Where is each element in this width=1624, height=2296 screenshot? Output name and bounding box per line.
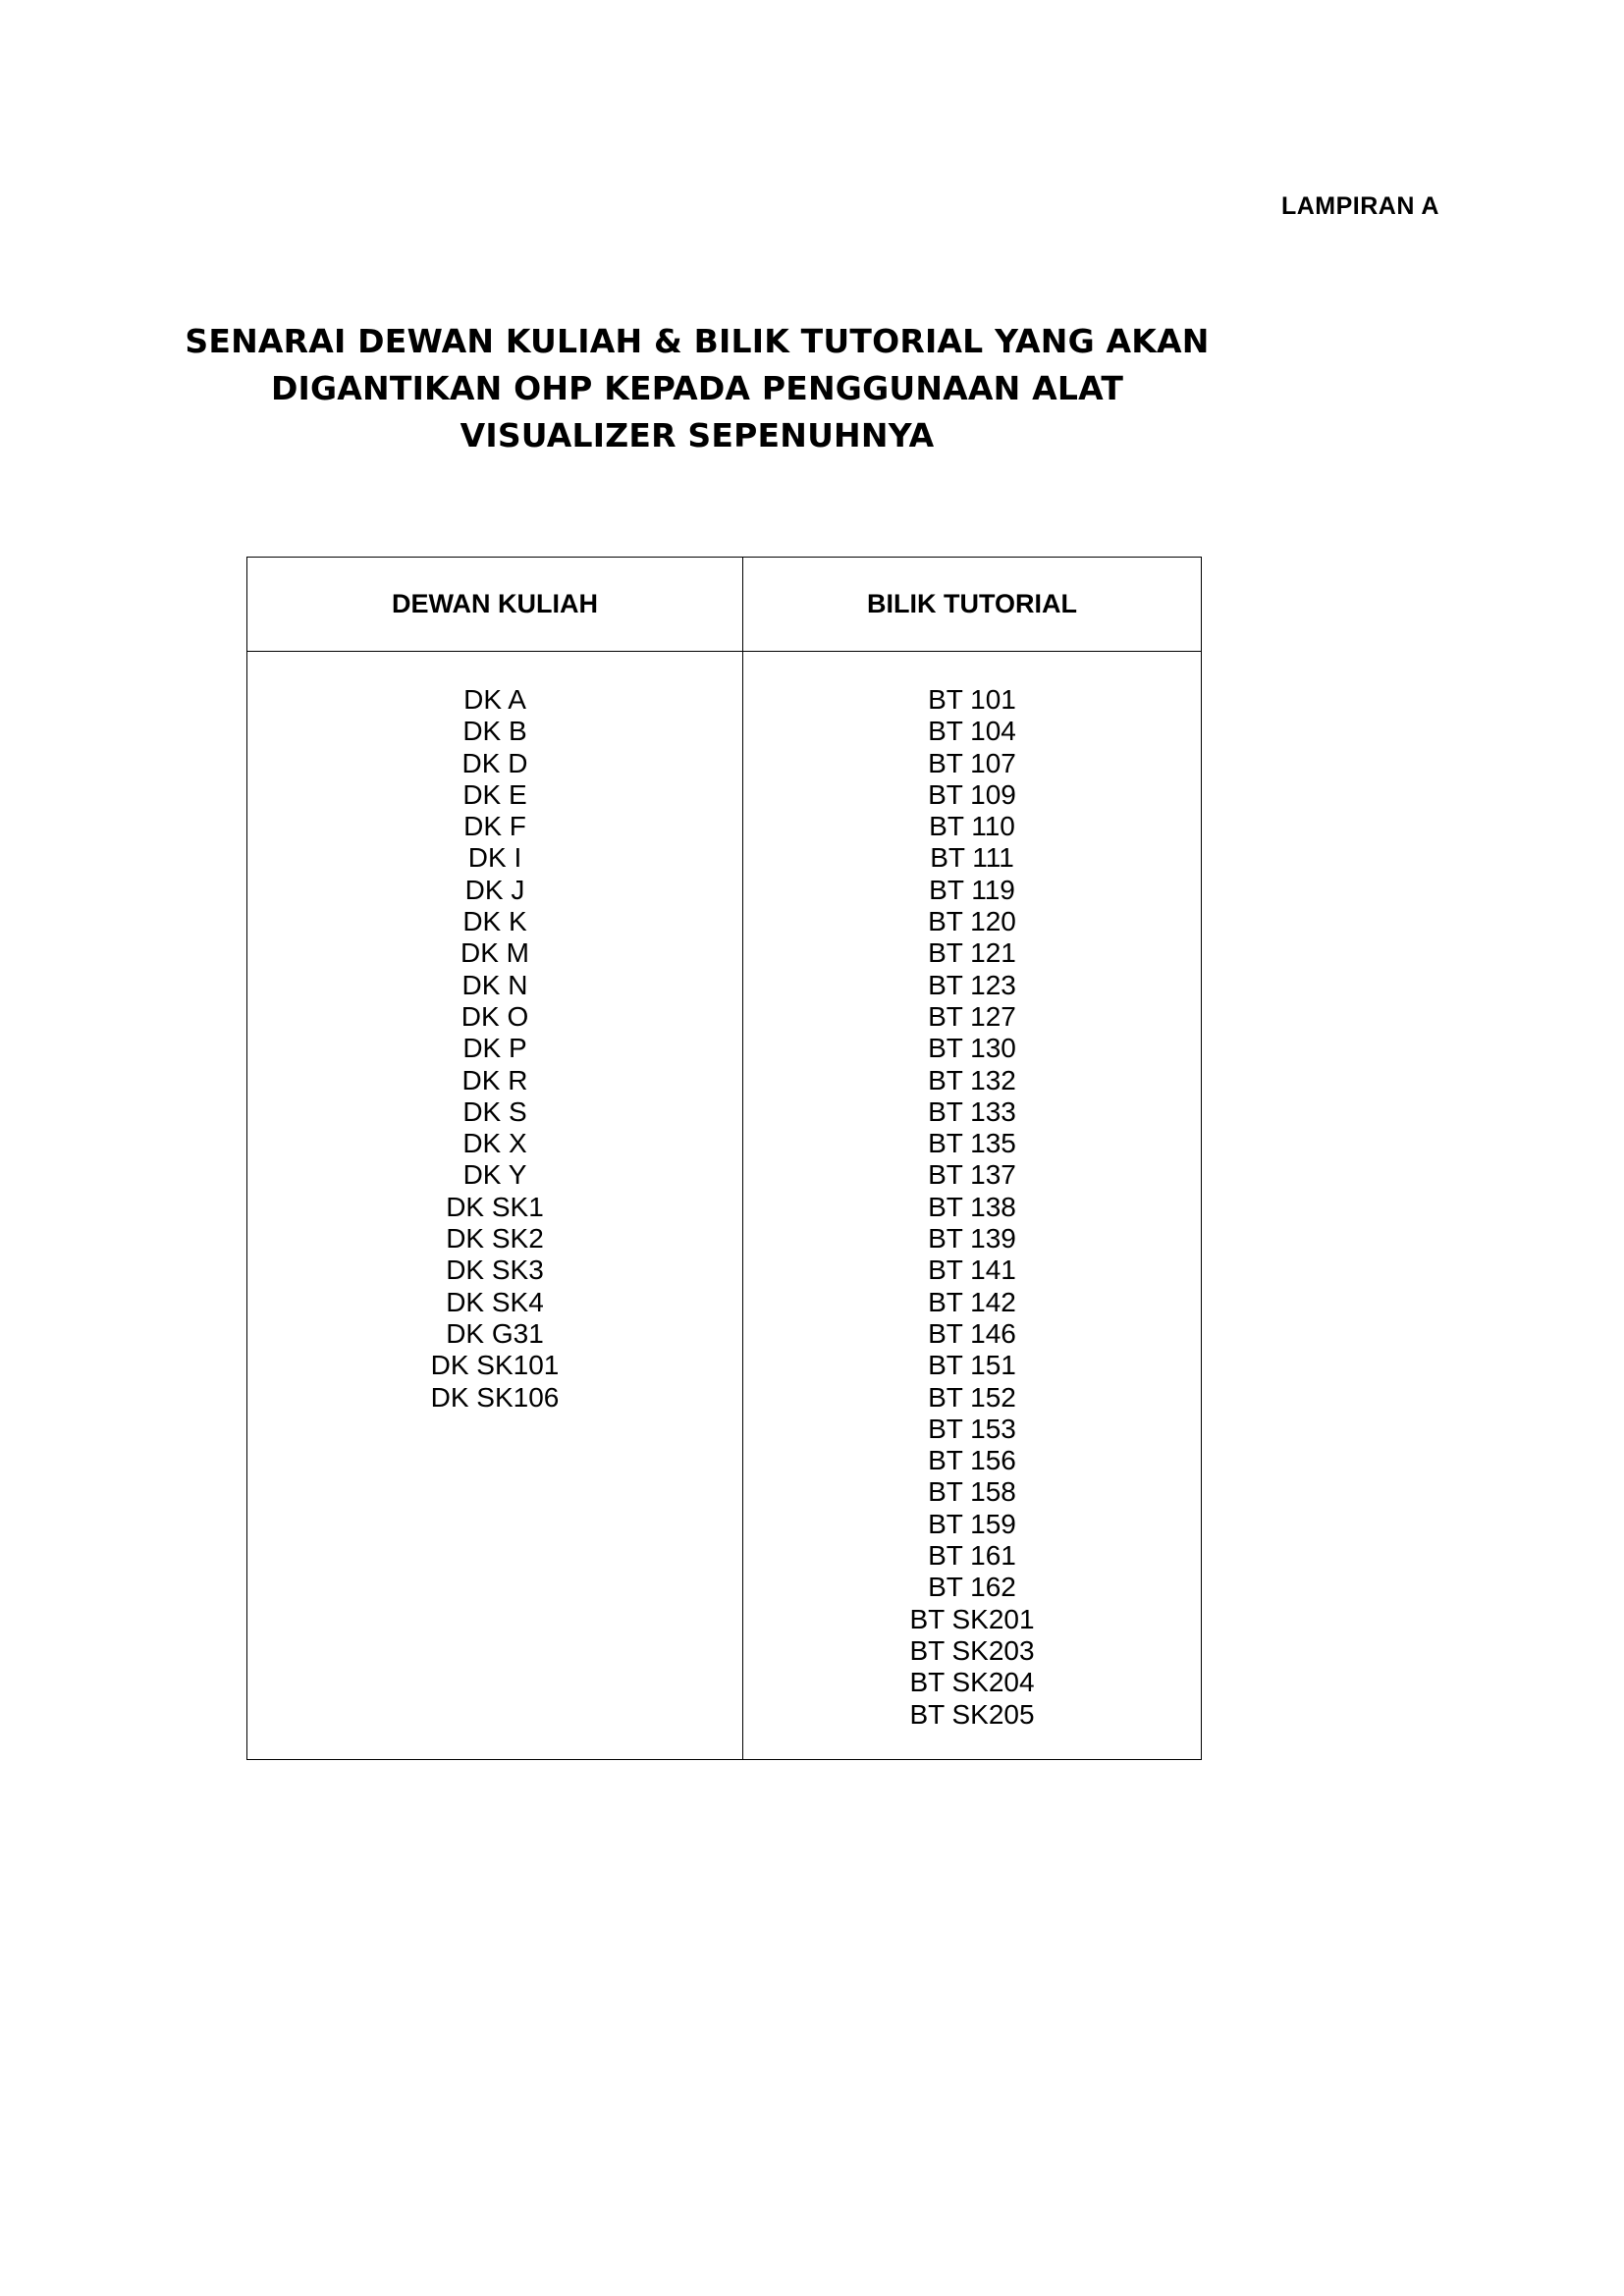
tutorial-room-item: BT 101 <box>928 684 1016 715</box>
lecture-hall-item: DK M <box>460 937 529 969</box>
lecture-hall-item: DK B <box>462 716 527 747</box>
lecture-hall-item: DK R <box>461 1064 528 1095</box>
lecture-hall-item: DK SK4 <box>446 1286 544 1317</box>
tutorial-room-item: BT 153 <box>928 1413 1016 1444</box>
lecture-hall-item: DK SK1 <box>446 1191 544 1222</box>
tutorial-room-item: BT 133 <box>928 1095 1016 1127</box>
lecture-hall-item: DK S <box>462 1095 527 1127</box>
tutorial-room-item: BT 109 <box>928 778 1016 810</box>
document-title <box>177 318 1218 459</box>
lecture-hall-item: DK SK2 <box>446 1223 544 1255</box>
tutorial-room-item: BT 121 <box>928 937 1016 969</box>
tutorial-room-item: BT 107 <box>928 747 1016 778</box>
tutorial-room-item: BT 127 <box>928 1000 1016 1032</box>
lecture-hall-list <box>247 684 742 1414</box>
tutorial-room-item: BT 159 <box>928 1508 1016 1539</box>
tutorial-room-item: BT 152 <box>928 1381 1016 1413</box>
header-tutorial-rooms: BILIK TUTORIAL <box>743 558 1202 652</box>
lecture-hall-item: DK O <box>460 1000 529 1032</box>
lecture-hall-item: DK SK106 <box>430 1381 560 1413</box>
lecture-hall-item: DK Y <box>462 1159 527 1191</box>
title-line-2: DIGANTIKAN OHP KEPADA PENGGUNAAN ALAT <box>270 369 1124 407</box>
tutorial-room-item: BT 151 <box>928 1350 1016 1381</box>
tutorial-room-item: BT 141 <box>928 1255 1016 1286</box>
title-line-3: VISUALIZER SEPENUHNYA <box>460 416 935 454</box>
lecture-hall-item: DK D <box>461 747 528 778</box>
tutorial-room-item: BT 142 <box>928 1286 1016 1317</box>
tutorial-room-list <box>743 684 1201 1731</box>
lecture-hall-item: DK G31 <box>446 1317 544 1349</box>
room-table <box>246 557 1202 1760</box>
table-body-row <box>247 652 1202 1760</box>
tutorial-room-item: BT 138 <box>928 1191 1016 1222</box>
tutorial-room-item: BT 156 <box>928 1445 1016 1476</box>
tutorial-room-item: BT 111 <box>930 842 1014 874</box>
lecture-hall-item: DK F <box>463 811 526 842</box>
annex-label: LAMPIRAN A <box>1280 192 1439 220</box>
tutorial-room-item: BT SK201 <box>909 1603 1035 1634</box>
tutorial-room-item: BT SK204 <box>909 1667 1035 1698</box>
tutorial-room-item: BT 104 <box>928 716 1016 747</box>
lecture-hall-item: DK E <box>462 778 527 810</box>
tutorial-room-item: BT 120 <box>928 906 1016 937</box>
lecture-hall-item: DK J <box>464 874 525 905</box>
table-header-row <box>247 558 1202 652</box>
lecture-hall-item: DK K <box>462 906 527 937</box>
header-lecture-halls: DEWAN KULIAH <box>247 558 743 652</box>
tutorial-room-item: BT 139 <box>928 1223 1016 1255</box>
tutorial-room-item: BT 161 <box>928 1540 1016 1572</box>
tutorial-rooms-cell <box>743 652 1202 1760</box>
tutorial-room-item: BT 130 <box>928 1033 1016 1064</box>
tutorial-room-item: BT 158 <box>928 1476 1016 1508</box>
tutorial-room-item: BT SK203 <box>909 1634 1035 1666</box>
tutorial-room-item: BT 123 <box>928 969 1016 1000</box>
tutorial-room-item: BT 119 <box>929 874 1015 905</box>
lecture-hall-item: DK P <box>462 1033 527 1064</box>
lecture-hall-item: DK X <box>462 1128 527 1159</box>
lecture-hall-item: DK SK3 <box>446 1255 544 1286</box>
lecture-hall-item: DK I <box>467 842 522 874</box>
tutorial-room-item: BT SK205 <box>909 1698 1035 1730</box>
tutorial-room-item: BT 110 <box>929 811 1015 842</box>
tutorial-room-item: BT 132 <box>928 1064 1016 1095</box>
lecture-hall-item: DK SK101 <box>430 1350 560 1381</box>
tutorial-room-item: BT 137 <box>928 1159 1016 1191</box>
tutorial-room-item: BT 162 <box>928 1572 1016 1603</box>
title-line-1: SENARAI DEWAN KULIAH & BILIK TUTORIAL YANG AKAN <box>185 322 1210 360</box>
lecture-halls-cell <box>247 652 743 1760</box>
lecture-hall-item: DK N <box>461 969 528 1000</box>
lecture-hall-item: DK A <box>463 684 526 715</box>
tutorial-room-item: BT 135 <box>928 1128 1016 1159</box>
tutorial-room-item: BT 146 <box>928 1317 1016 1349</box>
